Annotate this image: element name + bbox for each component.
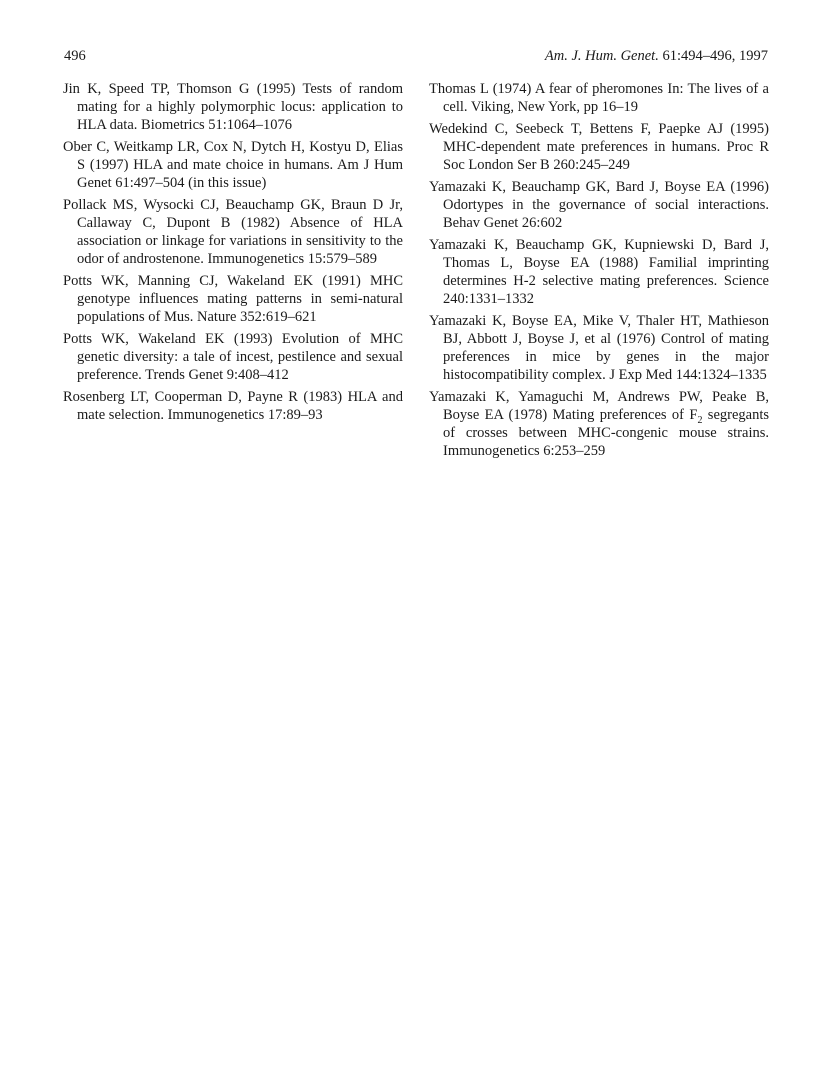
page-header xyxy=(64,48,768,70)
left-column xyxy=(63,80,403,464)
reference-item: Potts WK, Wakeland EK (1993) Evolution of MHC genetic diversity: a tale of incest, pestilence and sexual preference. Trends Genet 9:408–412 xyxy=(63,331,403,383)
reference-item xyxy=(429,388,769,460)
reference-item: Potts WK, Manning CJ, Wakeland EK (1991) MHC genotype influences mating patterns in semi-natural populations of Mus. Nature 352:619–621 xyxy=(63,273,403,325)
reference-text: Yamazaki K, Yamaguchi M, Andrews PW, Peake B, Boyse EA (1978) Mating preferences of F xyxy=(429,389,769,423)
reference-item: Jin K, Speed TP, Thomson G (1995) Tests of random mating for a highly polymorphic locus: application to HLA data. Biometrics 51:1064–1076 xyxy=(63,81,403,133)
reference-item: Rosenberg LT, Cooperman D, Payne R (1983) HLA and mate selection. Immunogenetics 17:89–93 xyxy=(63,389,403,423)
reference-item: Wedekind C, Seebeck T, Bettens F, Paepke AJ (1995) MHC-dependent mate preferences in humans. Proc R Soc London Ser B 260:245–249 xyxy=(429,121,769,173)
right-column xyxy=(429,80,769,464)
reference-item: Yamazaki K, Beauchamp GK, Kupniewski D, Bard J, Thomas L, Boyse EA (1988) Familial imprinting determines H-2 selective mating preferences. Science 240:1331–1332 xyxy=(429,237,769,307)
reference-list xyxy=(63,80,769,464)
subscript: 2 xyxy=(697,414,703,426)
page-number: 496 xyxy=(64,48,86,64)
reference-item: Pollack MS, Wysocki CJ, Beauchamp GK, Braun D Jr, Callaway C, Dupont B (1982) Absence of HLA association or linkage for variations in sensitivity to the odor of androstenone. Immunogenetics 15:579–589 xyxy=(63,197,403,267)
journal-reference xyxy=(545,48,768,65)
reference-item: Ober C, Weitkamp LR, Cox N, Dytch H, Kostyu D, Elias S (1997) HLA and mate choice in humans. Am J Hum Genet 61:497–504 (in this issue) xyxy=(63,139,403,191)
reference-text: segregants of crosses between MHC-congenic mouse strains. Immunogenetics 6:253–259 xyxy=(443,407,769,459)
reference-item: Thomas L (1974) A fear of pheromones In: The lives of a cell. Viking, New York, pp 16–19 xyxy=(429,81,769,115)
journal-title: Am. J. Hum. Genet. xyxy=(544,48,659,64)
reference-item: Yamazaki K, Boyse EA, Mike V, Thaler HT, Mathieson BJ, Abbott J, Boyse J, et al (1976) Control of mating preferences in mice by genes in the major histocompatibility complex. J Exp Med 144:1324–1335 xyxy=(429,313,769,383)
reference-item: Yamazaki K, Beauchamp GK, Bard J, Boyse EA (1996) Odortypes in the governance of social interactions. Behav Genet 26:602 xyxy=(429,179,769,231)
journal-citation: 61:494–496, 1997 xyxy=(658,48,768,64)
